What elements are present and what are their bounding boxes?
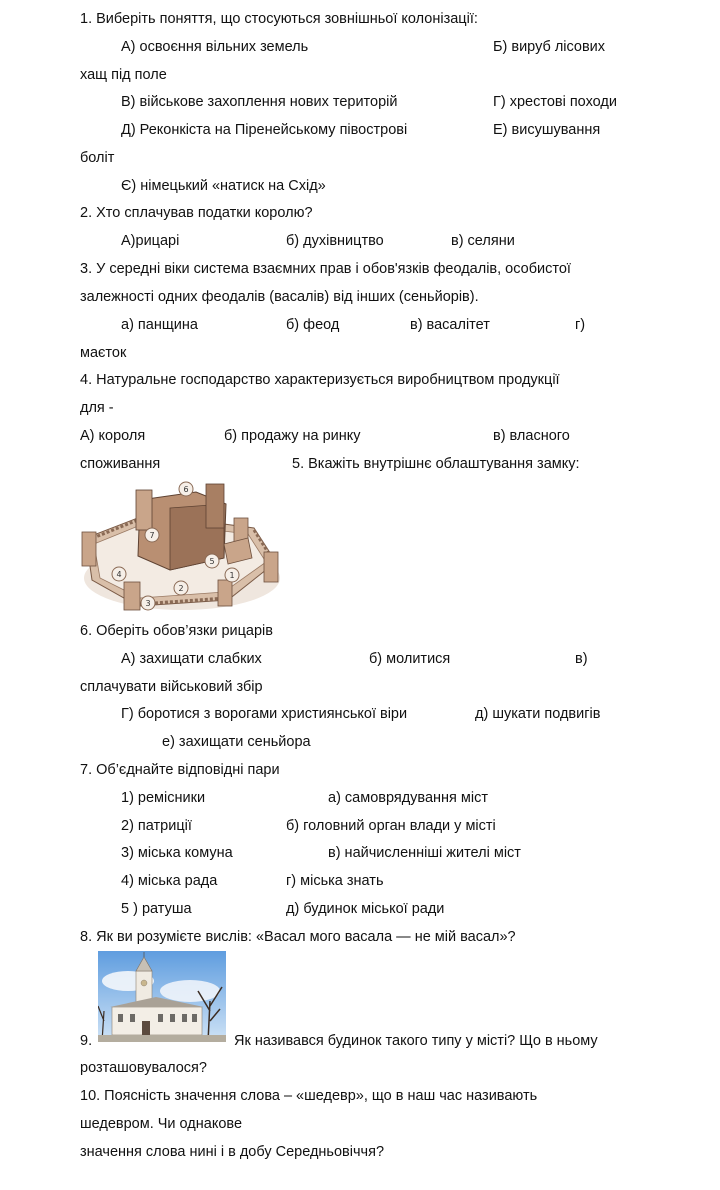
q7-right-item: а) самоврядування міст — [328, 790, 489, 806]
q6-option-v-cont: сплачувати військовий збір — [80, 679, 263, 695]
q7-question: 7. Об’єднайте відповідні пари — [80, 762, 280, 778]
q4-option-v: в) власного — [493, 428, 570, 444]
q1-option-b: Б) вируб лісових — [493, 39, 606, 55]
q9-line2: розташовувалося? — [80, 1060, 207, 1076]
q1-option-e: Е) висушування — [493, 122, 601, 138]
q7-left-item: 2) патриції — [121, 818, 192, 834]
q3-option-a: а) панщина — [121, 317, 198, 333]
castle-marker-3: 3 — [145, 599, 151, 608]
q8-question: 8. Як ви розумієте вислів: «Васал мого васала — не мій васал»? — [80, 929, 516, 945]
q6-option-e: е) захищати сеньйора — [162, 734, 311, 750]
q3-option-b: б) феод — [286, 317, 340, 333]
castle-marker-7: 7 — [149, 531, 155, 540]
q6-option-g: Г) боротися з ворогами християнської віри — [121, 706, 408, 722]
q10-line2: шедевром. Чи однакове — [80, 1116, 243, 1132]
q6-option-d: д) шукати подвигів — [475, 706, 601, 722]
q7-right-item: д) будинок міської ради — [286, 901, 445, 917]
castle-illustration — [78, 478, 284, 616]
q4-option-v-cont: споживання — [80, 456, 161, 472]
q4-line1: 4. Натуральне господарство характеризується виробництвом продукції — [80, 372, 560, 388]
q5-question: 5. Вкажіть внутрішнє облаштування замку: — [292, 456, 580, 472]
q2-option-v: в) селяни — [451, 233, 515, 249]
q9-number: 9. — [80, 1033, 93, 1049]
q1-option-b-cont: хащ під поле — [80, 67, 167, 83]
q6-option-v: в) — [575, 651, 588, 667]
q3-option-g: г) — [575, 317, 586, 333]
q3-line2: залежності одних феодалів (васалів) від інших (сеньйорів). — [80, 289, 479, 305]
q10-line3: значення слова нині і в добу Середньовіччя? — [80, 1144, 385, 1160]
q7-left-item: 5 ) ратуша — [121, 901, 192, 917]
q6-option-a: А) захищати слабких — [121, 651, 262, 667]
q2-question: 2. Хто сплачував податки королю? — [80, 205, 313, 221]
q1-option-ye: Є) німецький «натиск на Схід» — [121, 178, 326, 194]
q1-question: 1. Виберіть поняття, що стосуються зовнішньої колонізації: — [80, 11, 478, 27]
q1-option-e-cont: боліт — [80, 150, 115, 166]
q1-option-a: А) освоєння вільних земель — [121, 39, 309, 55]
q7-left-item: 1) ремісники — [121, 790, 206, 806]
q3-line1: 3. У середні віки система взаємних прав і обов'язків феодалів, особистої — [80, 261, 571, 277]
q9-line1: Як називався будинок такого типу у місті? Що в ньому — [234, 1033, 598, 1049]
q2-option-b: б) духівництво — [286, 233, 384, 249]
q7-right-item: б) головний орган влади у місті — [286, 818, 496, 834]
q7-left-item: 3) міська комуна — [121, 845, 233, 861]
q6-question: 6. Оберіть обов’язки рицарів — [80, 623, 273, 639]
q7-left-item: 4) міська рада — [121, 873, 218, 889]
q1-option-d: Д) Реконкіста на Піренейському півострові — [121, 122, 408, 138]
castle-marker-6: 6 — [183, 485, 189, 494]
q4-option-a: А) короля — [80, 428, 146, 444]
q6-option-b: б) молитися — [369, 651, 451, 667]
q1-option-g: Г) хрестові походи — [493, 94, 617, 110]
q7-right-item: г) міська знать — [286, 873, 384, 889]
q1-option-v: В) військове захоплення нових територій — [121, 94, 398, 110]
q3-option-v: в) васалітет — [410, 317, 490, 333]
q7-right-item: в) найчисленніші жителі міст — [328, 845, 521, 861]
q2-option-a: А)рицарі — [121, 233, 180, 249]
q4-option-b: б) продажу на ринку — [224, 428, 361, 444]
castle-marker-4: 4 — [116, 570, 122, 579]
town-hall-photo — [98, 951, 226, 1042]
q4-line2: для - — [80, 400, 114, 416]
castle-marker-2: 2 — [178, 584, 184, 593]
q3-option-g-cont: маєток — [80, 345, 127, 361]
castle-marker-1: 1 — [229, 571, 235, 580]
castle-marker-5: 5 — [209, 557, 215, 566]
q10-line1: 10. Поясність значення слова – «шедевр», що в наш час називають — [80, 1088, 538, 1104]
